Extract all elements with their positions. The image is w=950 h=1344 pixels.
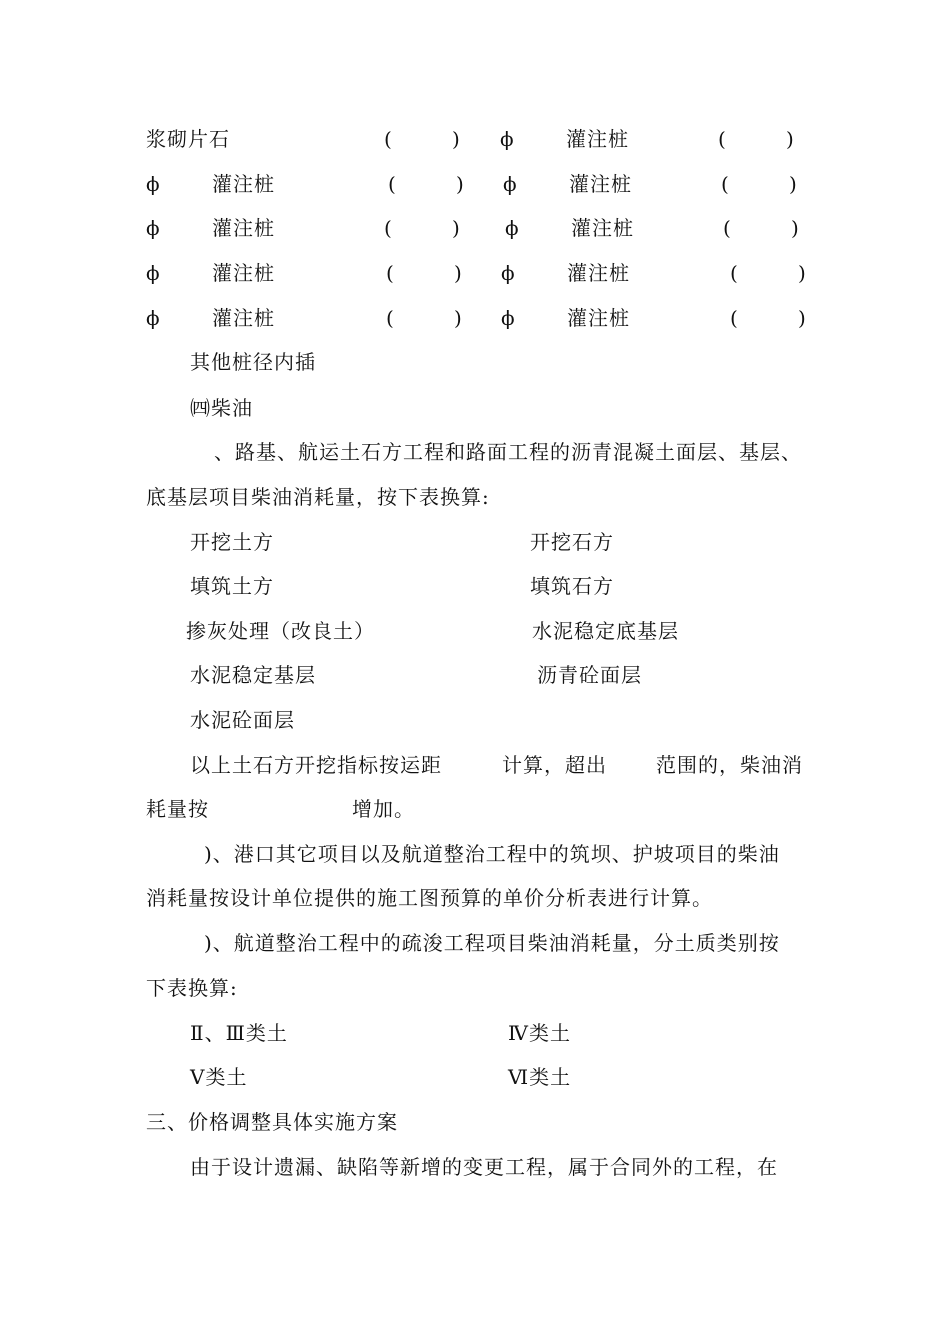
diesel-heading: ㈣柴油 [190,396,253,420]
diesel-item: 水泥砼面层 [190,708,295,732]
diesel-item: 掺灰处理（改良土） [186,619,375,643]
pile-row1-label: 浆砌片石 [146,127,230,151]
pile-row5-close-right: ) [798,306,807,330]
pile-row4-phi-right: ϕ [501,261,516,285]
dredging-paragraph-line1: )、航道整治工程中的疏浚工程项目柴油消耗量，分土质类别按 [204,931,780,955]
pile-row4-label: 灌注桩 [212,261,275,285]
pile-row3-label-right: 灌注桩 [571,216,634,240]
pile-row4-phi: ϕ [146,261,161,285]
section-paragraph: 由于设计遗漏、缺陷等新增的变更工程，属于合同外的工程，在 [190,1155,778,1179]
pile-row3-close-right: ) [791,216,800,240]
pile-row2-open-right: ( [721,172,730,196]
diesel-item: 水泥稳定底基层 [532,619,679,643]
pile-row1-open: ( [384,127,393,151]
haul-distance-text: 耗量按 [146,797,209,821]
haul-distance-text: 计算，超出 [502,753,607,777]
pile-row4-open: ( [386,261,395,285]
port-paragraph-line2: 消耗量按设计单位提供的施工图预算的单价分析表进行计算。 [146,886,713,910]
diesel-item: 开挖石方 [530,530,614,554]
pile-row2-close: ) [456,172,465,196]
section-heading: 三、价格调整具体实施方案 [146,1110,398,1134]
pile-row5-label: 灌注桩 [212,306,275,330]
pile-row3-close: ) [452,216,461,240]
diesel-paragraph-line2: 底基层项目柴油消耗量，按下表换算: [146,485,490,509]
pile-row4-label-right: 灌注桩 [567,261,630,285]
pile-row1-label-right: 灌注桩 [566,127,629,151]
pile-row1-open-right: ( [718,127,727,151]
pile-row3-open-right: ( [723,216,732,240]
pile-row5-open: ( [386,306,395,330]
pile-row1-close-right: ) [786,127,795,151]
pile-row2-label-right: 灌注桩 [569,172,632,196]
pile-row3-phi-right: ϕ [505,216,520,240]
port-paragraph-line1: )、港口其它项目以及航道整治工程中的筑坝、护坡项目的柴油 [204,842,780,866]
pile-row2-phi-right: ϕ [503,172,518,196]
pile-row5-close: ) [454,306,463,330]
soil-class: Ⅱ、Ⅲ类土 [190,1021,288,1045]
pile-row5-phi: ϕ [146,306,161,330]
haul-distance-text: 增加。 [352,797,415,821]
diesel-item: 填筑石方 [530,574,614,598]
diesel-item: 水泥稳定基层 [190,663,316,687]
haul-distance-text: 范围的，柴油消 [656,753,803,777]
other-pile-note: 其他桩径内插 [190,350,316,374]
pile-row2-close-right: ) [789,172,798,196]
soil-class: Ⅵ类土 [508,1065,572,1089]
diesel-item: 沥青砼面层 [537,663,642,687]
pile-row3-open: ( [384,216,393,240]
pile-row2-open: ( [388,172,397,196]
pile-row2-phi: ϕ [146,172,161,196]
soil-class: Ⅳ类土 [508,1021,571,1045]
diesel-paragraph-line1: 、路基、航运土石方工程和路面工程的沥青混凝土面层、基层、 [214,440,802,464]
diesel-item: 开挖土方 [190,530,274,554]
pile-row4-close-right: ) [798,261,807,285]
pile-row5-phi-right: ϕ [501,306,516,330]
diesel-item: 填筑土方 [190,574,274,598]
soil-class: Ⅴ类土 [190,1065,248,1089]
pile-row1-close: ) [452,127,461,151]
pile-row3-phi: ϕ [146,216,161,240]
haul-distance-text: 以上土石方开挖指标按运距 [190,753,442,777]
pile-row4-open-right: ( [730,261,739,285]
pile-row4-close: ) [454,261,463,285]
dredging-paragraph-line2: 下表换算: [146,976,238,1000]
pile-row1-phi: ϕ [500,127,515,151]
pile-row3-label: 灌注桩 [212,216,275,240]
pile-row5-open-right: ( [730,306,739,330]
pile-row5-label-right: 灌注桩 [567,306,630,330]
pile-row2-label: 灌注桩 [212,172,275,196]
